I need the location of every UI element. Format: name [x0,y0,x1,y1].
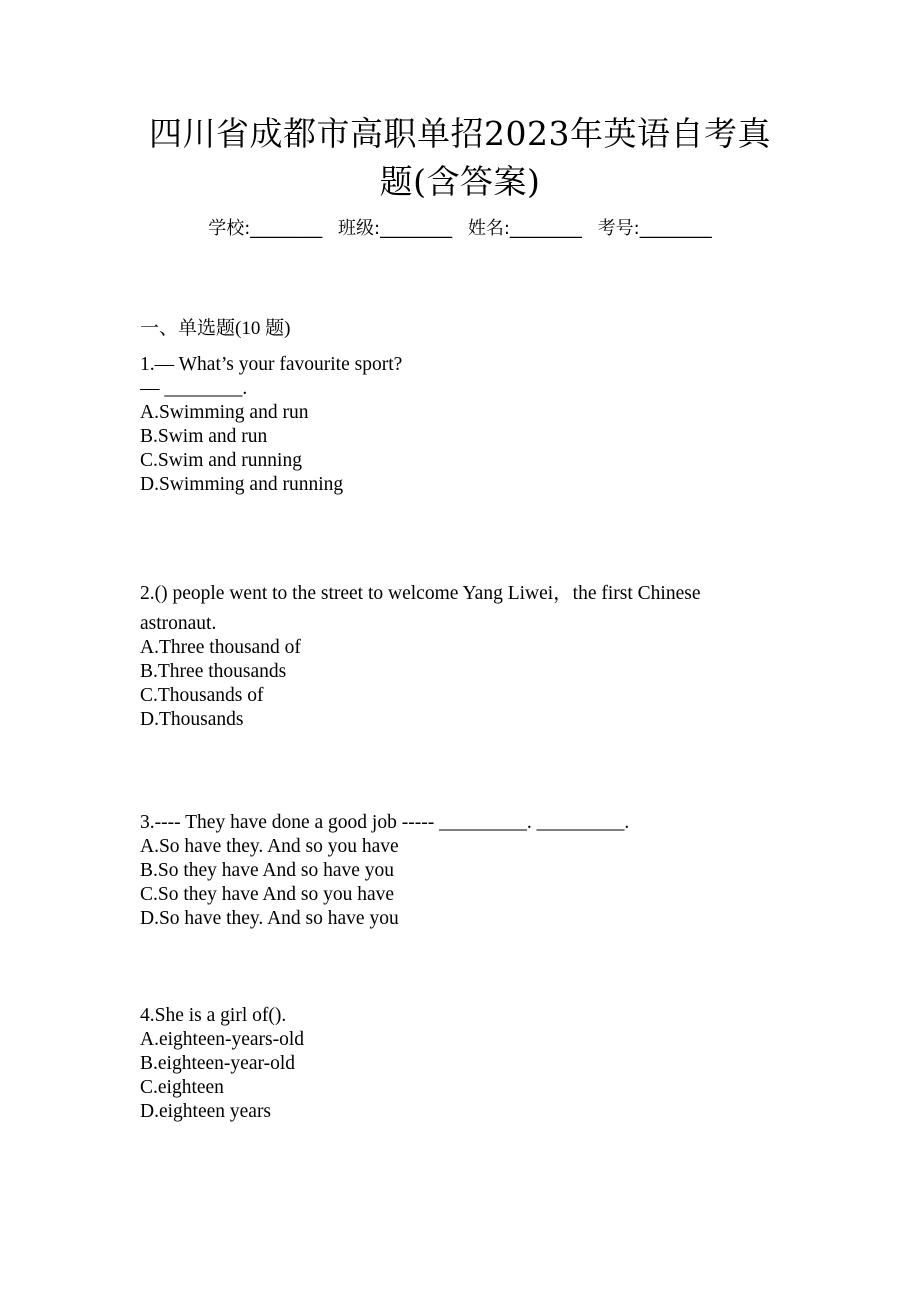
question-stem: 3.---- They have done a good job ----- _________. _________. [140,812,630,833]
option-c: C.So they have And so you have [140,884,395,905]
option-b: B.eighteen-year-old [140,1053,296,1074]
option-c: C.Thousands of [140,685,264,706]
question-4 [140,1004,780,1124]
question-stem: 2.() people went to the street to welcome Yang Liwei，the first Chinese [140,583,701,604]
option-a: A.So have they. And so you have [140,836,399,857]
option-a: A.Three thousand of [140,637,301,658]
question-1 [140,353,780,497]
option-c: C.eighteen [140,1077,224,1098]
class-field: 班级:________ [338,218,453,239]
option-c: C.Swim and running [140,450,302,471]
section-heading: 一、单选题(10 题) [140,318,291,339]
question-stem-answer-blank: — ________. [140,378,248,399]
school-field: 学校:________ [208,218,323,239]
question-3 [140,811,780,931]
option-b: B.Swim and run [140,426,268,447]
option-b: B.Three thousands [140,661,287,682]
option-d: D.eighteen years [140,1101,272,1122]
option-d: D.So have they. And so have you [140,908,399,929]
student-info-row [0,216,920,242]
option-b: B.So they have And so have you [140,860,395,881]
document-title-line-1: 四川省成都市高职单招2023年英语自考真 [149,114,771,153]
document-title-line-2: 题(含答案) [379,162,541,201]
question-stem-continued: astronaut. [140,613,217,634]
option-d: D.Thousands [140,709,244,730]
option-d: D.Swimming and running [140,474,344,495]
option-a: A.Swimming and run [140,402,309,423]
question-stem: 4.She is a girl of(). [140,1005,287,1026]
question-2 [140,576,780,732]
question-stem: 1.— What’s your favourite sport? [140,354,403,375]
exam-number-field: 考号:________ [597,218,712,239]
option-a: A.eighteen-years-old [140,1029,305,1050]
name-field: 姓名:________ [467,218,582,239]
